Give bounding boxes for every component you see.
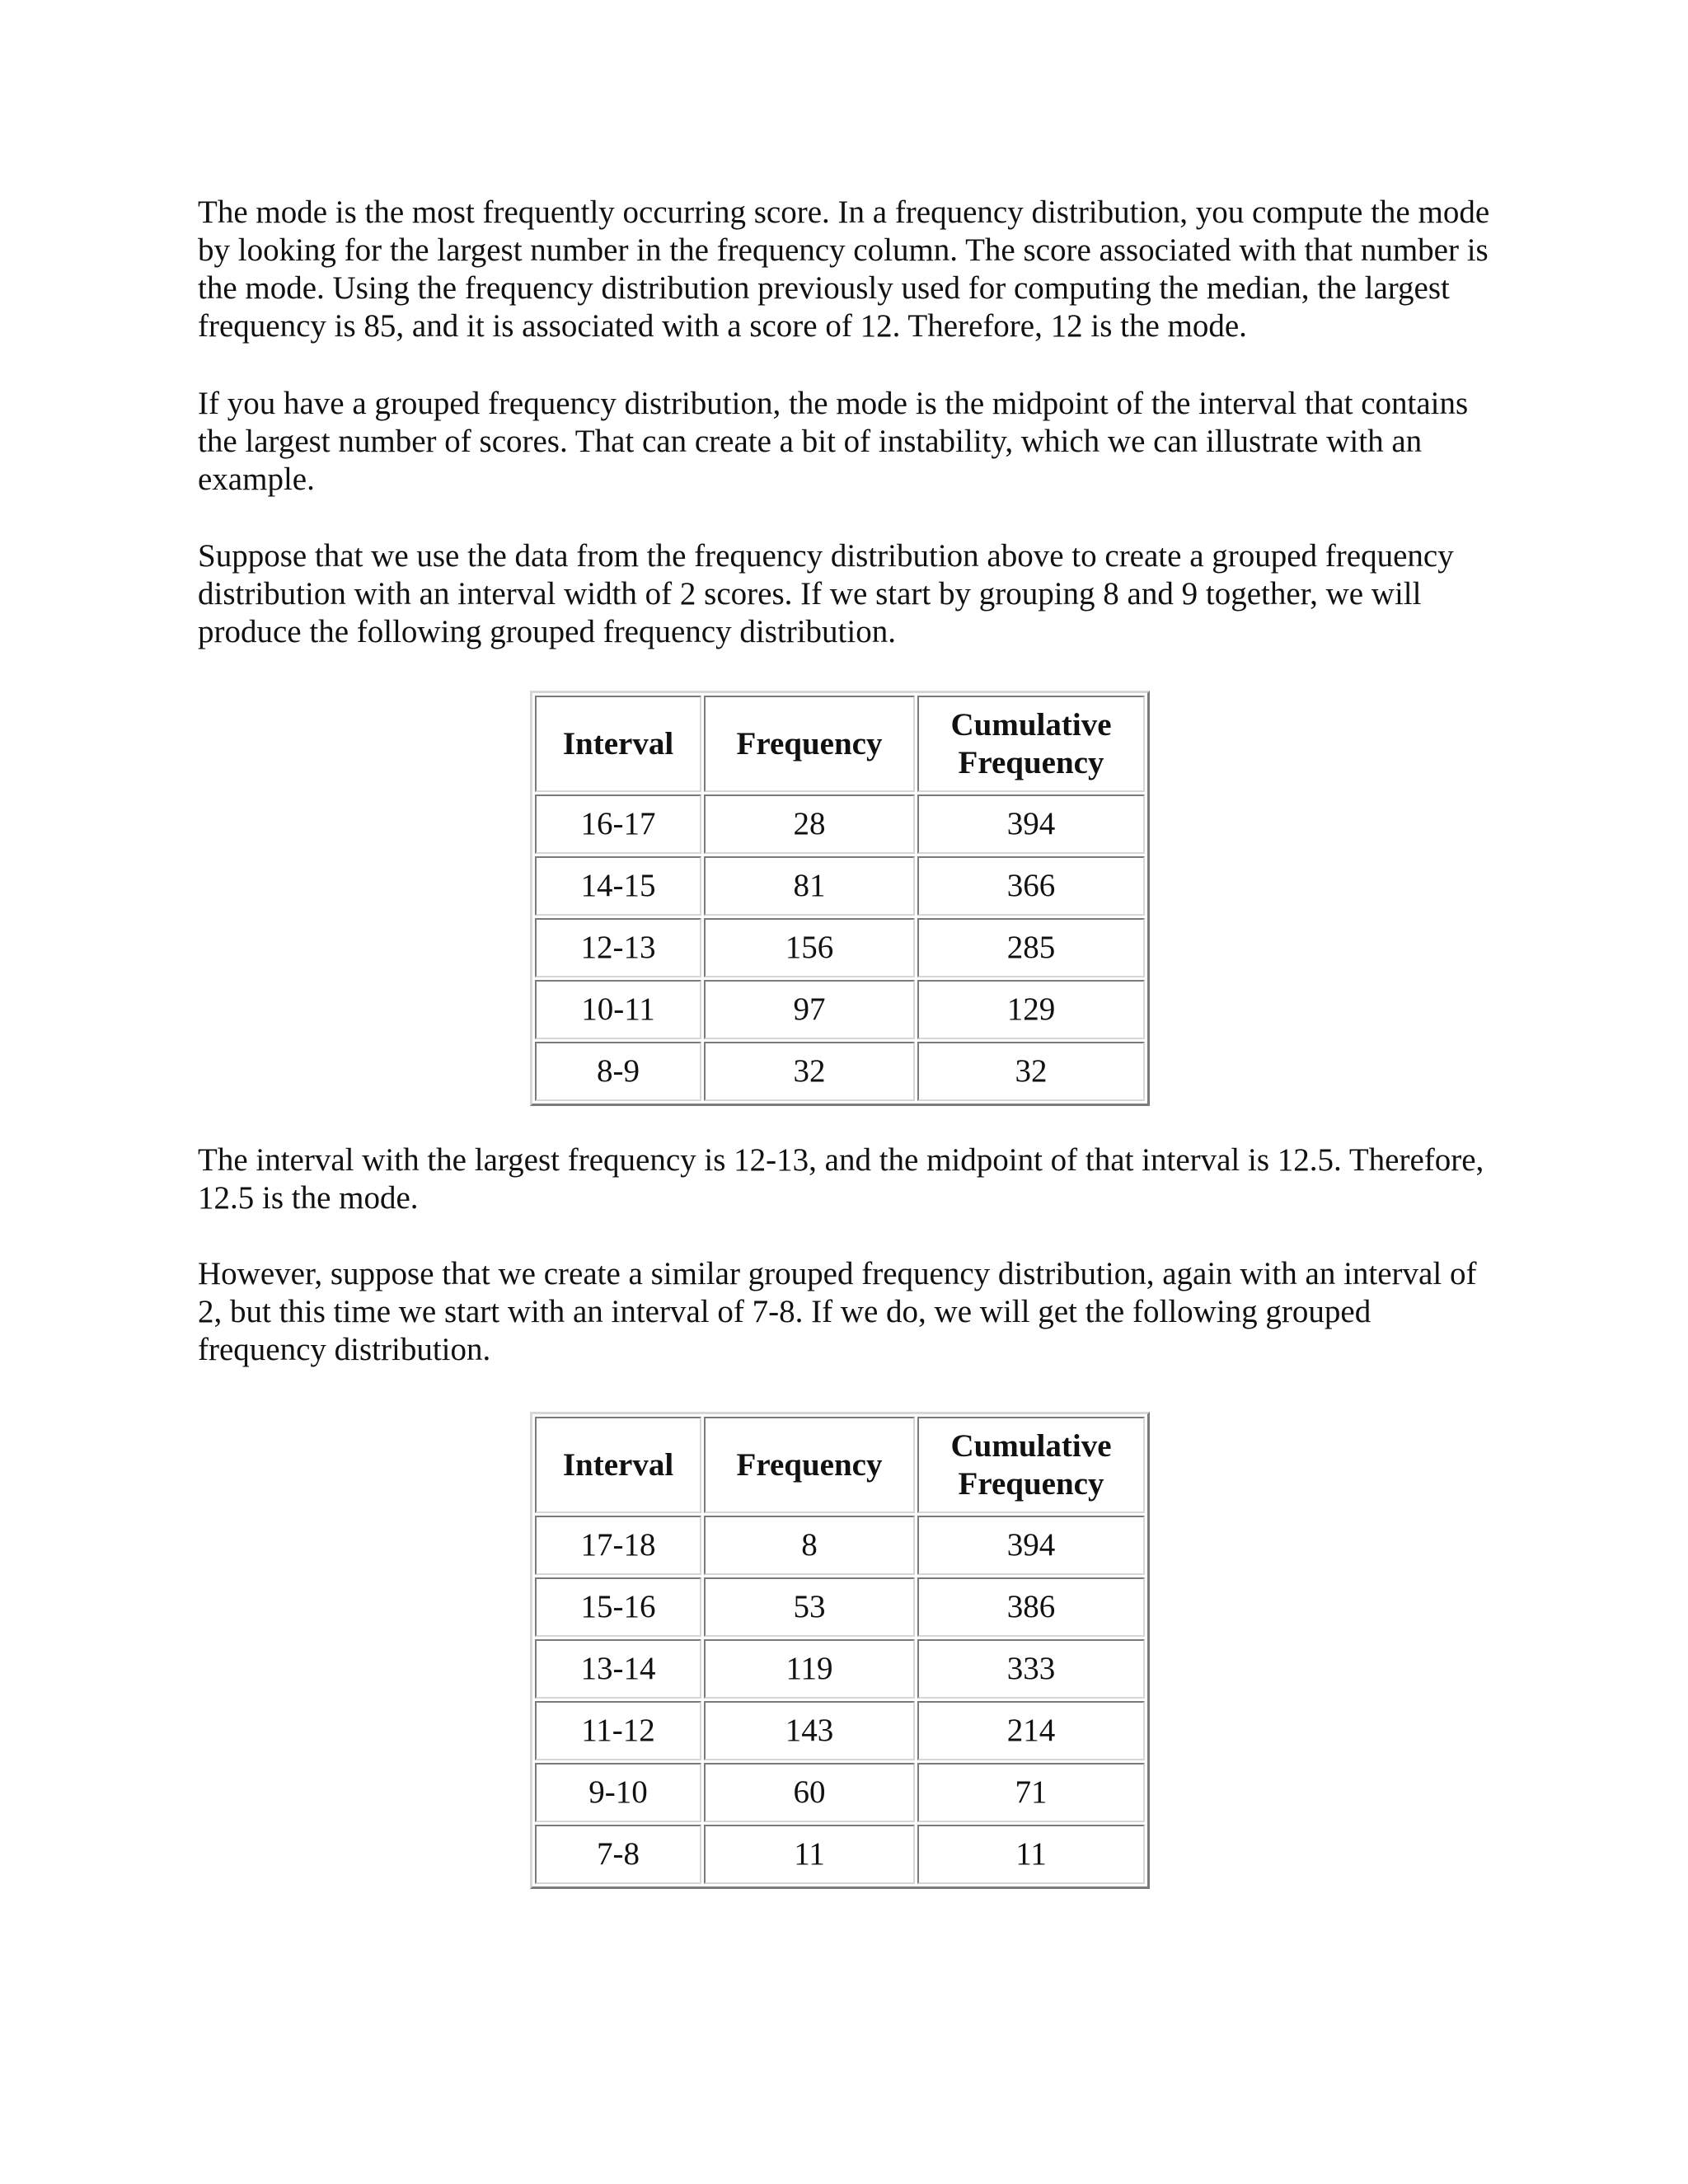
header-cumulative-line1: Cumulative xyxy=(950,1427,1112,1464)
table-row xyxy=(535,1516,1145,1575)
header-cumulative-frequency xyxy=(917,696,1145,792)
cell-cumulative: 285 xyxy=(917,918,1145,977)
paragraph-second-grouping: However, suppose that we create a similar grouped frequency distribution, again with an interval of 2, but this time we start with an interval of 7-8. If we do, we will get the following grouped frequency distribution. xyxy=(198,1256,1477,1367)
cell-frequency: 53 xyxy=(704,1577,915,1637)
table-row xyxy=(535,1701,1145,1760)
header-cumulative-line1: Cumulative xyxy=(950,706,1112,743)
cell-cumulative: 366 xyxy=(917,856,1145,916)
cell-cumulative: 11 xyxy=(917,1825,1145,1884)
header-cumulative-frequency xyxy=(917,1417,1145,1513)
cell-interval: 9-10 xyxy=(535,1763,701,1822)
paragraph-first-grouping: Suppose that we use the data from the frequency distribution above to create a grouped frequency distribution with an interval width of 2 scores. If we start by grouping 8 and 9 together, we will produce the following grouped frequency distribution. xyxy=(198,538,1454,649)
header-interval: Interval xyxy=(535,1417,701,1513)
cell-interval: 7-8 xyxy=(535,1825,701,1884)
cell-cumulative: 129 xyxy=(917,980,1145,1039)
paragraph-mode-definition: The mode is the most frequently occurring score. In a frequency distribution, you compute the mode by looking for the largest number in the frequency column. The score associated with that number is the mode. Using the frequency distribution previously used for computing the median, the largest frequency is 85, and it is associated with a score of 12. Therefore, 12 is the mode. xyxy=(198,194,1490,344)
grouped-frequency-table-2 xyxy=(530,1412,1150,1889)
cell-interval: 11-12 xyxy=(535,1701,701,1760)
cell-interval: 17-18 xyxy=(535,1516,701,1575)
cell-cumulative: 32 xyxy=(917,1042,1145,1101)
cell-cumulative: 394 xyxy=(917,794,1145,854)
table-row xyxy=(535,1763,1145,1822)
header-cumulative-line2: Frequency xyxy=(958,1465,1104,1502)
cell-interval: 15-16 xyxy=(535,1577,701,1637)
cell-frequency: 143 xyxy=(704,1701,915,1760)
table-header-row xyxy=(535,696,1145,792)
cell-cumulative: 71 xyxy=(917,1763,1145,1822)
cell-frequency: 60 xyxy=(704,1763,915,1822)
cell-frequency: 32 xyxy=(704,1042,915,1101)
table-row xyxy=(535,1639,1145,1699)
cell-cumulative: 333 xyxy=(917,1639,1145,1699)
cell-interval: 12-13 xyxy=(535,918,701,977)
paragraph-grouped-mode: If you have a grouped frequency distribution, the mode is the midpoint of the interval that contains the largest number of scores. That can create a bit of instability, which we can illustrate with an example. xyxy=(198,386,1469,497)
header-frequency: Frequency xyxy=(704,1417,915,1513)
table-row xyxy=(535,1825,1145,1884)
header-frequency: Frequency xyxy=(704,696,915,792)
table-row xyxy=(535,980,1145,1039)
cell-cumulative: 394 xyxy=(917,1516,1145,1575)
table-row xyxy=(535,1042,1145,1101)
table-row xyxy=(535,1577,1145,1637)
header-interval: Interval xyxy=(535,696,701,792)
cell-interval: 10-11 xyxy=(535,980,701,1039)
cell-interval: 13-14 xyxy=(535,1639,701,1699)
cell-interval: 16-17 xyxy=(535,794,701,854)
cell-frequency: 156 xyxy=(704,918,915,977)
grouped-frequency-table-1 xyxy=(530,691,1150,1106)
paragraph-first-mode-result: The interval with the largest frequency is 12-13, and the midpoint of that interval is 12.5. Therefore, 12.5 is the mode. xyxy=(198,1142,1484,1216)
cell-cumulative: 214 xyxy=(917,1701,1145,1760)
cell-cumulative: 386 xyxy=(917,1577,1145,1637)
cell-frequency: 97 xyxy=(704,980,915,1039)
table-row xyxy=(535,918,1145,977)
cell-interval: 8-9 xyxy=(535,1042,701,1101)
table-header-row xyxy=(535,1417,1145,1513)
table-row xyxy=(535,794,1145,854)
cell-frequency: 11 xyxy=(704,1825,915,1884)
table-row xyxy=(535,856,1145,916)
cell-interval: 14-15 xyxy=(535,856,701,916)
cell-frequency: 8 xyxy=(704,1516,915,1575)
cell-frequency: 28 xyxy=(704,794,915,854)
cell-frequency: 119 xyxy=(704,1639,915,1699)
cell-frequency: 81 xyxy=(704,856,915,916)
header-cumulative-line2: Frequency xyxy=(958,744,1104,780)
